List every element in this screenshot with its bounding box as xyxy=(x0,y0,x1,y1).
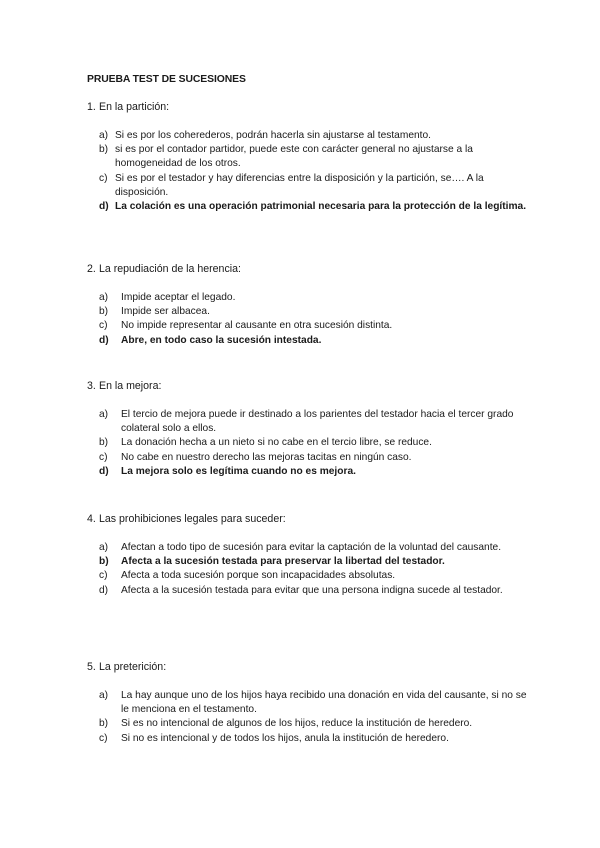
answer-letter: a) xyxy=(99,130,109,141)
answer-letter: c) xyxy=(99,320,108,332)
answer-option-c xyxy=(87,319,527,333)
question-heading xyxy=(87,100,527,114)
answer-letter: c) xyxy=(99,570,108,582)
document-title: PRUEBA TEST DE SUCESIONES xyxy=(87,74,246,85)
answer-option-a xyxy=(87,689,527,717)
answer-option-d xyxy=(87,584,527,598)
answer-list xyxy=(87,689,527,746)
question-number: 2. xyxy=(87,263,96,275)
answer-option-a xyxy=(87,129,527,143)
question-number: 1. xyxy=(87,101,96,113)
answer-letter: a) xyxy=(99,409,109,420)
question-2 xyxy=(87,262,527,348)
answer-option-c xyxy=(87,569,527,583)
answer-letter: a) xyxy=(99,542,109,553)
question-number: 4. xyxy=(87,513,96,525)
answer-letter: b) xyxy=(99,306,109,318)
question-heading xyxy=(87,512,527,526)
answer-option-b xyxy=(87,143,527,171)
answer-option-d-correct xyxy=(87,200,527,214)
answer-letter: d) xyxy=(99,465,109,477)
answer-text: Abre, en todo caso la sucesión intestada. xyxy=(121,334,322,346)
answer-option-c xyxy=(87,451,527,465)
answer-option-c xyxy=(87,732,527,746)
answer-option-d-correct xyxy=(87,465,527,479)
answer-letter: c) xyxy=(99,732,108,744)
question-text: Las prohibiciones legales para suceder: xyxy=(99,513,286,525)
answer-option-a xyxy=(87,541,527,555)
answer-list xyxy=(87,541,527,598)
question-4 xyxy=(87,512,527,598)
answer-text: Si no es intencional y de todos los hijos, anula la institución de heredero. xyxy=(121,732,449,744)
answer-option-b xyxy=(87,305,527,319)
question-text: En la mejora: xyxy=(99,380,162,392)
answer-text: Si es no intencional de algunos de los hijos, reduce la institución de heredero. xyxy=(121,718,473,730)
answer-letter: b) xyxy=(99,718,109,730)
answer-option-b-correct xyxy=(87,555,527,569)
question-heading xyxy=(87,660,527,674)
answer-list xyxy=(87,291,527,348)
answer-option-c xyxy=(87,172,527,200)
answer-letter: d) xyxy=(99,334,109,346)
answer-text: Afecta a la sucesión testada para evitar que una persona indigna sucede al testador. xyxy=(121,584,503,596)
answer-letter: a) xyxy=(99,292,109,303)
answer-letter: b) xyxy=(99,556,109,568)
answer-letter: c) xyxy=(99,451,108,463)
question-5 xyxy=(87,660,527,746)
answer-text: La colación es una operación patrimonial necesaria para la protección de la legítima. xyxy=(115,201,527,213)
answer-text: Si es por el testador y hay diferencias entre la disposición y la partición, se…. A la disposición. xyxy=(115,172,484,198)
answer-text: No impide representar al causante en otra sucesión distinta. xyxy=(121,320,393,332)
question-text: La preterición: xyxy=(99,661,167,673)
answer-text: La hay aunque uno de los hijos haya recibido una donación en vida del causante, si no se le menciona en el testamento. xyxy=(121,690,527,716)
question-number: 3. xyxy=(87,380,96,392)
answer-text: Impide aceptar el legado. xyxy=(121,292,236,303)
answer-letter: b) xyxy=(99,144,109,156)
question-number: 5. xyxy=(87,661,96,673)
answer-text: La mejora solo es legítima cuando no es mejora. xyxy=(121,465,356,477)
answer-text: El tercio de mejora puede ir destinado a los parientes del testador hacia el tercer grado colateral solo a ellos. xyxy=(121,409,514,435)
question-text: La repudiación de la herencia: xyxy=(99,263,241,275)
question-1 xyxy=(87,100,527,214)
answer-letter: c) xyxy=(99,172,108,184)
answer-option-a xyxy=(87,408,527,436)
answer-text: Afecta a toda sucesión porque son incapacidades absolutas. xyxy=(121,570,396,582)
answer-text: La donación hecha a un nieto si no cabe en el tercio libre, se reduce. xyxy=(121,437,432,449)
answer-option-b xyxy=(87,436,527,450)
answer-list xyxy=(87,408,527,479)
answer-text: si es por el contador partidor, puede este con carácter general no ajustarse a la homogeneidad de los otros. xyxy=(115,144,473,170)
answer-letter: a) xyxy=(99,690,109,701)
answer-option-d-correct xyxy=(87,334,527,348)
answer-option-b xyxy=(87,717,527,731)
answer-text: Afecta a la sucesión testada para preservar la libertad del testador. xyxy=(121,556,445,568)
question-3 xyxy=(87,379,527,479)
answer-letter: d) xyxy=(99,201,109,213)
answer-letter: b) xyxy=(99,437,109,449)
answer-text: Si es por los coherederos, podrán hacerla sin ajustarse al testamento. xyxy=(115,130,431,141)
question-text: En la partición: xyxy=(99,101,170,113)
answer-text: Impide ser albacea. xyxy=(121,306,210,318)
question-heading xyxy=(87,379,527,393)
question-heading xyxy=(87,262,527,276)
answer-text: Afectan a todo tipo de sucesión para evitar la captación de la voluntad del causante. xyxy=(121,542,502,553)
answer-list xyxy=(87,129,527,214)
answer-option-a xyxy=(87,291,527,305)
answer-text: No cabe en nuestro derecho las mejoras tacitas en ningún caso. xyxy=(121,451,412,463)
answer-letter: d) xyxy=(99,584,109,596)
